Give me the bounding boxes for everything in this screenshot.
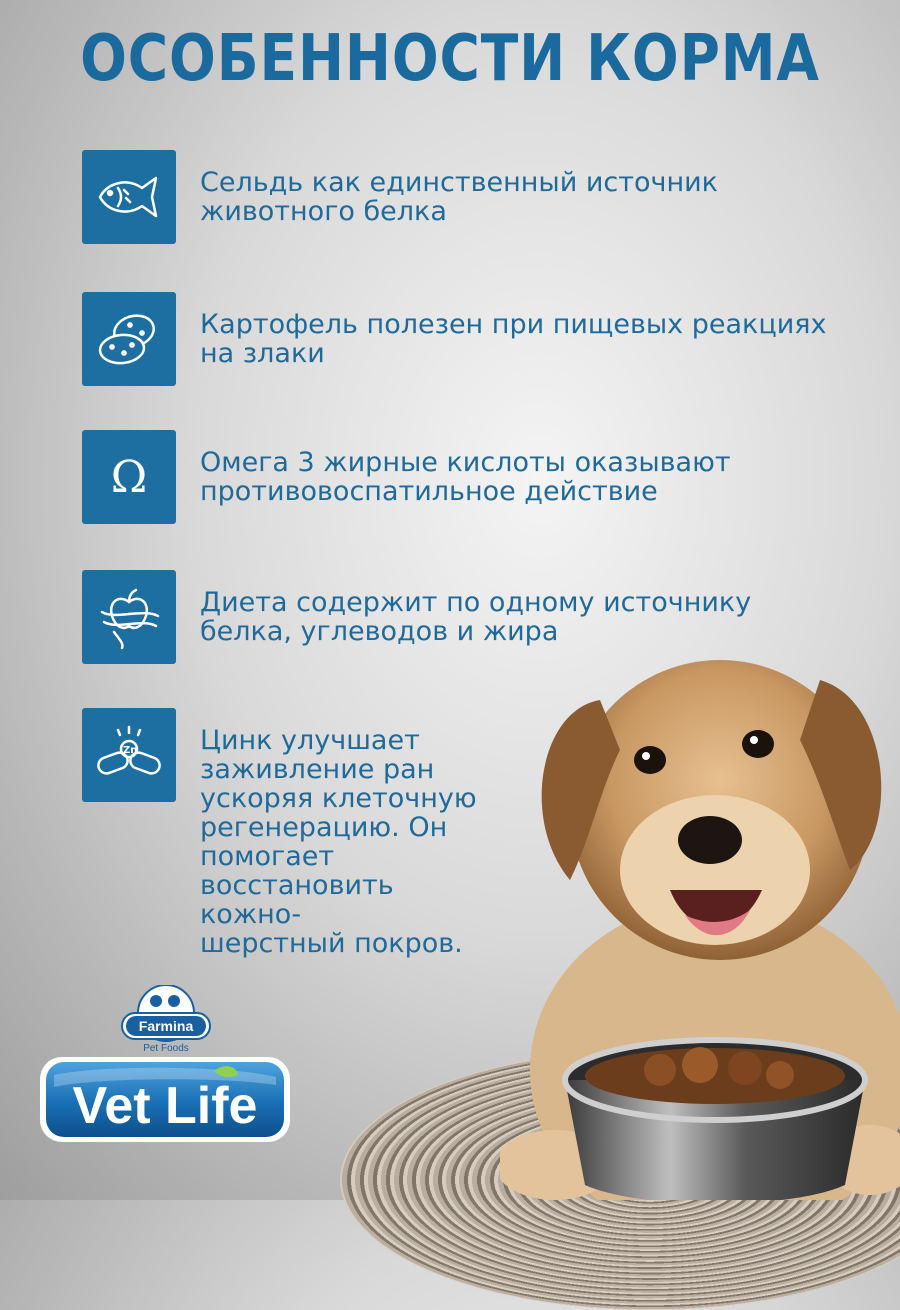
feature-text: Цинк улучшает заживление ран ускоряя клеточную регенерацию. Он помогает восстановить кожно- шерстный покров. bbox=[200, 725, 477, 959]
feature-text: Сельдь как единственный источник животного белка bbox=[200, 167, 718, 227]
potato-icon bbox=[82, 292, 176, 386]
omega-icon: Ω bbox=[82, 430, 176, 524]
vet-life-logo bbox=[38, 985, 293, 1145]
logo-brand: Farmina bbox=[138, 1018, 194, 1034]
apple-measuring-tape-icon bbox=[82, 570, 176, 664]
svg-text:Zn: Zn bbox=[123, 745, 138, 756]
feature-text: Картофель полезен при пищевых реакциях на злаки bbox=[200, 309, 827, 369]
puppy-illustration bbox=[500, 640, 900, 1200]
zinc-capsule-icon bbox=[82, 708, 176, 802]
logo-sub: Pet Foods bbox=[143, 1043, 189, 1054]
feature-text: Омега 3 жирные кислоты оказывают противовоспатильное действие bbox=[200, 447, 731, 507]
page-title: ОСОБЕННОСТИ КОРМА bbox=[80, 22, 820, 96]
logo-product: Vet Life bbox=[72, 1077, 258, 1135]
fish-icon bbox=[82, 150, 176, 244]
feature-text: Диета содержит по одному источнику белка, углеводов и жира bbox=[200, 587, 752, 647]
